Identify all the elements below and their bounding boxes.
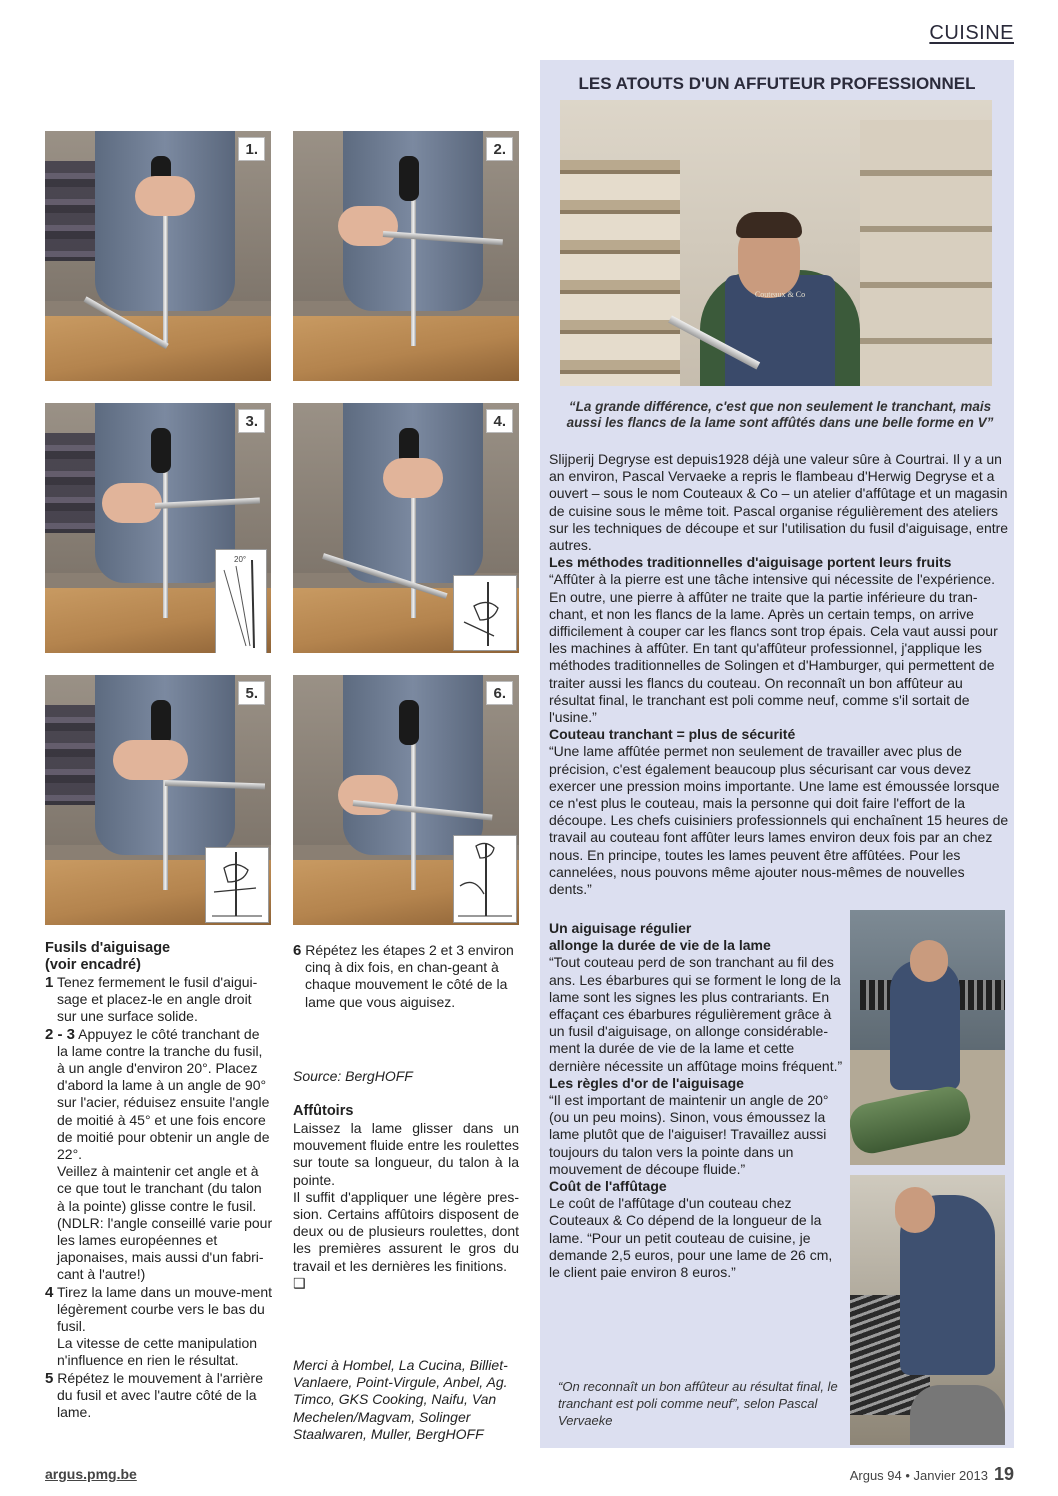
step-number-badge: 5. bbox=[238, 681, 265, 705]
step-photo-3 bbox=[45, 403, 271, 653]
instruction-number: 2 - 3 bbox=[45, 1025, 76, 1043]
thanks-credit: Merci à Hombel, La Cucina, Billiet-Vanlaere, Point-Virgule, Anbel, Ag. Timco, GKS Cooking, Naifu, Van Mechelen/Magvam, Solinger Staalwaren, Muller, BergHOFF bbox=[293, 1357, 508, 1442]
instruction-item bbox=[45, 1284, 273, 1336]
instruction-text: Tenez fermement le fusil d'aigui-sage et placez-le en angle droit sur une surface solide. bbox=[56, 974, 258, 1025]
issue-label: Argus 94 • Janvier 2013 bbox=[849, 1468, 988, 1483]
step-number-badge: 6. bbox=[486, 681, 513, 705]
article-subheading: allonge la durée de vie de la lame bbox=[549, 937, 771, 954]
article-subheading: Les méthodes traditionnelles d'aiguisage portent leurs fruits bbox=[549, 554, 952, 571]
instruction-text: Tirez la lame dans un mouve-ment légèrement courbe vers le bas du fusil. bbox=[56, 1283, 273, 1335]
hand-diagram bbox=[453, 575, 517, 651]
instruction-item bbox=[45, 974, 273, 1026]
instructions-column bbox=[45, 940, 273, 1421]
step-number-badge: 2. bbox=[486, 137, 513, 161]
sidebar-article bbox=[549, 451, 1009, 898]
instruction-text: Veillez à maintenir cet angle et à ce que tout le tranchant (du talon à la pointe) glisse contre le fusil. bbox=[57, 1163, 262, 1214]
instructions-subheading: (voir encadré) bbox=[45, 957, 141, 973]
step-photo-1 bbox=[45, 131, 271, 381]
instruction-item bbox=[45, 1026, 273, 1164]
instruction-note: (NDLR: l'angle conseillé varie pour les lames européennes et japonaises, mais aussi d'un fabri-cant à l'autre!) bbox=[57, 1214, 273, 1283]
page-number: 19 bbox=[993, 1464, 1014, 1484]
step-number-badge: 3. bbox=[238, 409, 265, 433]
step-photo-2 bbox=[293, 131, 519, 381]
instruction-number: 4 bbox=[45, 1283, 54, 1301]
step-photo-5 bbox=[45, 675, 271, 925]
angle-label: 20° bbox=[234, 555, 247, 564]
instruction-text: Appuyez le côté tranchant de la lame contre la tranche du fusil, à un angle d'environ 20°. Placez d'abord la lame à un angle de 90° sur l'acier, réduisez ensuite l'angle de moitié à 45° et une fois encore de moitié pour obtenir un angle de 22°. bbox=[57, 1025, 270, 1163]
step-6-block bbox=[293, 942, 521, 1011]
article-paragraph: “Une lame affûtée permet non seulement de travailler avec plus de précision, c'est également beaucoup plus sécurisant car vous devez exercer une pression moins importante. Une lame est émoussée lorsque ce n'est plus le couteau, mais la personne qui doit faire l'effort de la découpe. Les chefs cuisiniers professionnels qui enchaînent 15 heures de travail au couteau font affûter leurs lames environ deux fois par an chez nous. En principe, toutes les lames peuvent être affûtées. Pour les cannelées, nous pouvons même ajouter nous-mêmes de nouvelles dents.” bbox=[549, 743, 1009, 898]
article-paragraph: “Tout couteau perd de son tranchant au fil des ans. Les ébarbures qui se forment le long de la lame sont les signes les plus contrariants. En effaçant ces ébarbures régulièrement grâce à un fusil d'aiguisage, on allonge considérable-ment la durée de vie de la lame et cette dernière nécessite un affûtage moins fréquent.” bbox=[549, 954, 843, 1074]
step-photo-6 bbox=[293, 675, 519, 925]
sidebar-article-lower bbox=[549, 920, 844, 1281]
article-subheading: Les règles d'or de l'aiguisage bbox=[549, 1074, 744, 1091]
instruction-item bbox=[293, 942, 521, 1011]
article-paragraph: Le coût de l'affûtage d'un couteau chez Couteaux & Co dépend de la longueur de la lame. “Pour un petit couteau de cuisine, je demande 2,5 euros, pour une lame de 26 cm, le client paie environ 8 euros.” bbox=[549, 1195, 833, 1281]
workshop-photo-1 bbox=[850, 910, 1005, 1165]
footer-issue bbox=[850, 1464, 1014, 1485]
instruction-number: 5 bbox=[45, 1369, 54, 1387]
instruction-text: Répétez le mouvement à l'arrière du fusil et avec l'autre côté de la lame. bbox=[57, 1369, 264, 1421]
article-paragraph: “Affûter à la pierre est une tâche intensive qui nécessite de l'expérience. En outre, une pierre à affûter ne traite que la partie inférieure du tran-chant, et non les flancs de la lame. Après un certain temps, on arrive difficilement à couper car les flancs sont trop épais. Cela vaut aussi pour les machines à affûter. En tant qu'affûteur professionnel, j'applique les méthodes traditionnelles de Solingen et d'Hamburger, qui permettent de traiter aussi les flancs du couteau. On reconnaît un bon affûteur au résultat final, le tranchant est poli comme neuf, comme s'il sortait de l'usine.” bbox=[549, 571, 998, 726]
sidebar-title: LES ATOUTS D'UN AFFUTEUR PROFESSIONNEL bbox=[578, 74, 976, 93]
source-credit: Source: BergHOFF bbox=[293, 1068, 413, 1084]
photo-caption: “On reconnaît un bon affûteur au résultat final, le tranchant est poli comme neuf”, selon Pascal Vervaeke bbox=[558, 1379, 838, 1428]
instruction-text: La vitesse de cette manipulation n'influence en rien le résultat. bbox=[57, 1335, 258, 1369]
article-subheading: Couteau tranchant = plus de sécurité bbox=[549, 726, 796, 743]
instruction-item bbox=[45, 1370, 273, 1422]
intro-paragraph: Slijperij Degryse est depuis1928 déjà une valeur sûre à Courtrai. Il y a un an environ, Pascal Vervaeke a repris le flambeau d'Herwig Degryse et a ouvert – sous le nom Couteaux & Co – un atelier d'affûtage et un magasin de cuisine sous le même toit. Pascal organise régulièrement des ateliers sur les techniques de découpe et sur l'utilisation du fusil d'aiguisage, entre autres. bbox=[549, 451, 1009, 554]
end-mark: ❑ bbox=[293, 1274, 306, 1291]
instruction-number: 1 bbox=[45, 974, 54, 991]
apron-logo-text: Couteaux & Co bbox=[754, 290, 806, 299]
article-subheading: Un aiguisage régulier bbox=[549, 920, 692, 936]
section-label: CUISINE bbox=[929, 22, 1014, 44]
affutoirs-paragraph: Il suffit d'appliquer une légère pres-sion. Certains affûtoirs disposent de deux ou de plusieurs roulettes, dont les premières assurent le gros du travail et les dernières les finitions. bbox=[293, 1188, 519, 1274]
article-paragraph: “Il est important de maintenir un angle de 20° (ou un peu moins). Sinon, vous émoussez la lame plutôt que de l'aiguiser! Travaillez aussi toujours du talon vers la pointe dans un mouvement de découpe fluide.” bbox=[549, 1092, 829, 1177]
step-number-badge: 1. bbox=[238, 137, 265, 161]
step-number-badge: 4. bbox=[486, 409, 513, 433]
instructions-heading: Fusils d'aiguisage bbox=[45, 940, 171, 956]
hand-diagram bbox=[453, 835, 517, 923]
step-photo-4 bbox=[293, 403, 519, 653]
instruction-text: Répétez les étapes 2 et 3 environ cinq à dix fois, en chan-geant à chaque mouvement le côté de la lame que vous aiguisez. bbox=[305, 942, 514, 1010]
affutoirs-heading: Affûtoirs bbox=[293, 1103, 354, 1119]
hand-diagram bbox=[205, 847, 269, 923]
footer-website-link[interactable]: argus.pmg.be bbox=[45, 1466, 137, 1482]
angle-diagram bbox=[215, 549, 267, 653]
affutoirs-paragraph: Laissez la lame glisser dans un mouvement fluide entre les roulettes sur toute sa longueur, du talon à la pointe. bbox=[293, 1120, 519, 1188]
portrait-photo bbox=[560, 100, 992, 386]
workshop-photo-2 bbox=[850, 1175, 1005, 1445]
pull-quote: “La grande différence, c'est que non seulement le tranchant, mais aussi les flancs de la lame sont affûtés dans une belle forme en V” bbox=[566, 399, 994, 430]
affutoirs-block bbox=[293, 1103, 519, 1292]
article-subheading: Coût de l'affûtage bbox=[549, 1178, 667, 1195]
instruction-number: 6 bbox=[293, 942, 302, 959]
